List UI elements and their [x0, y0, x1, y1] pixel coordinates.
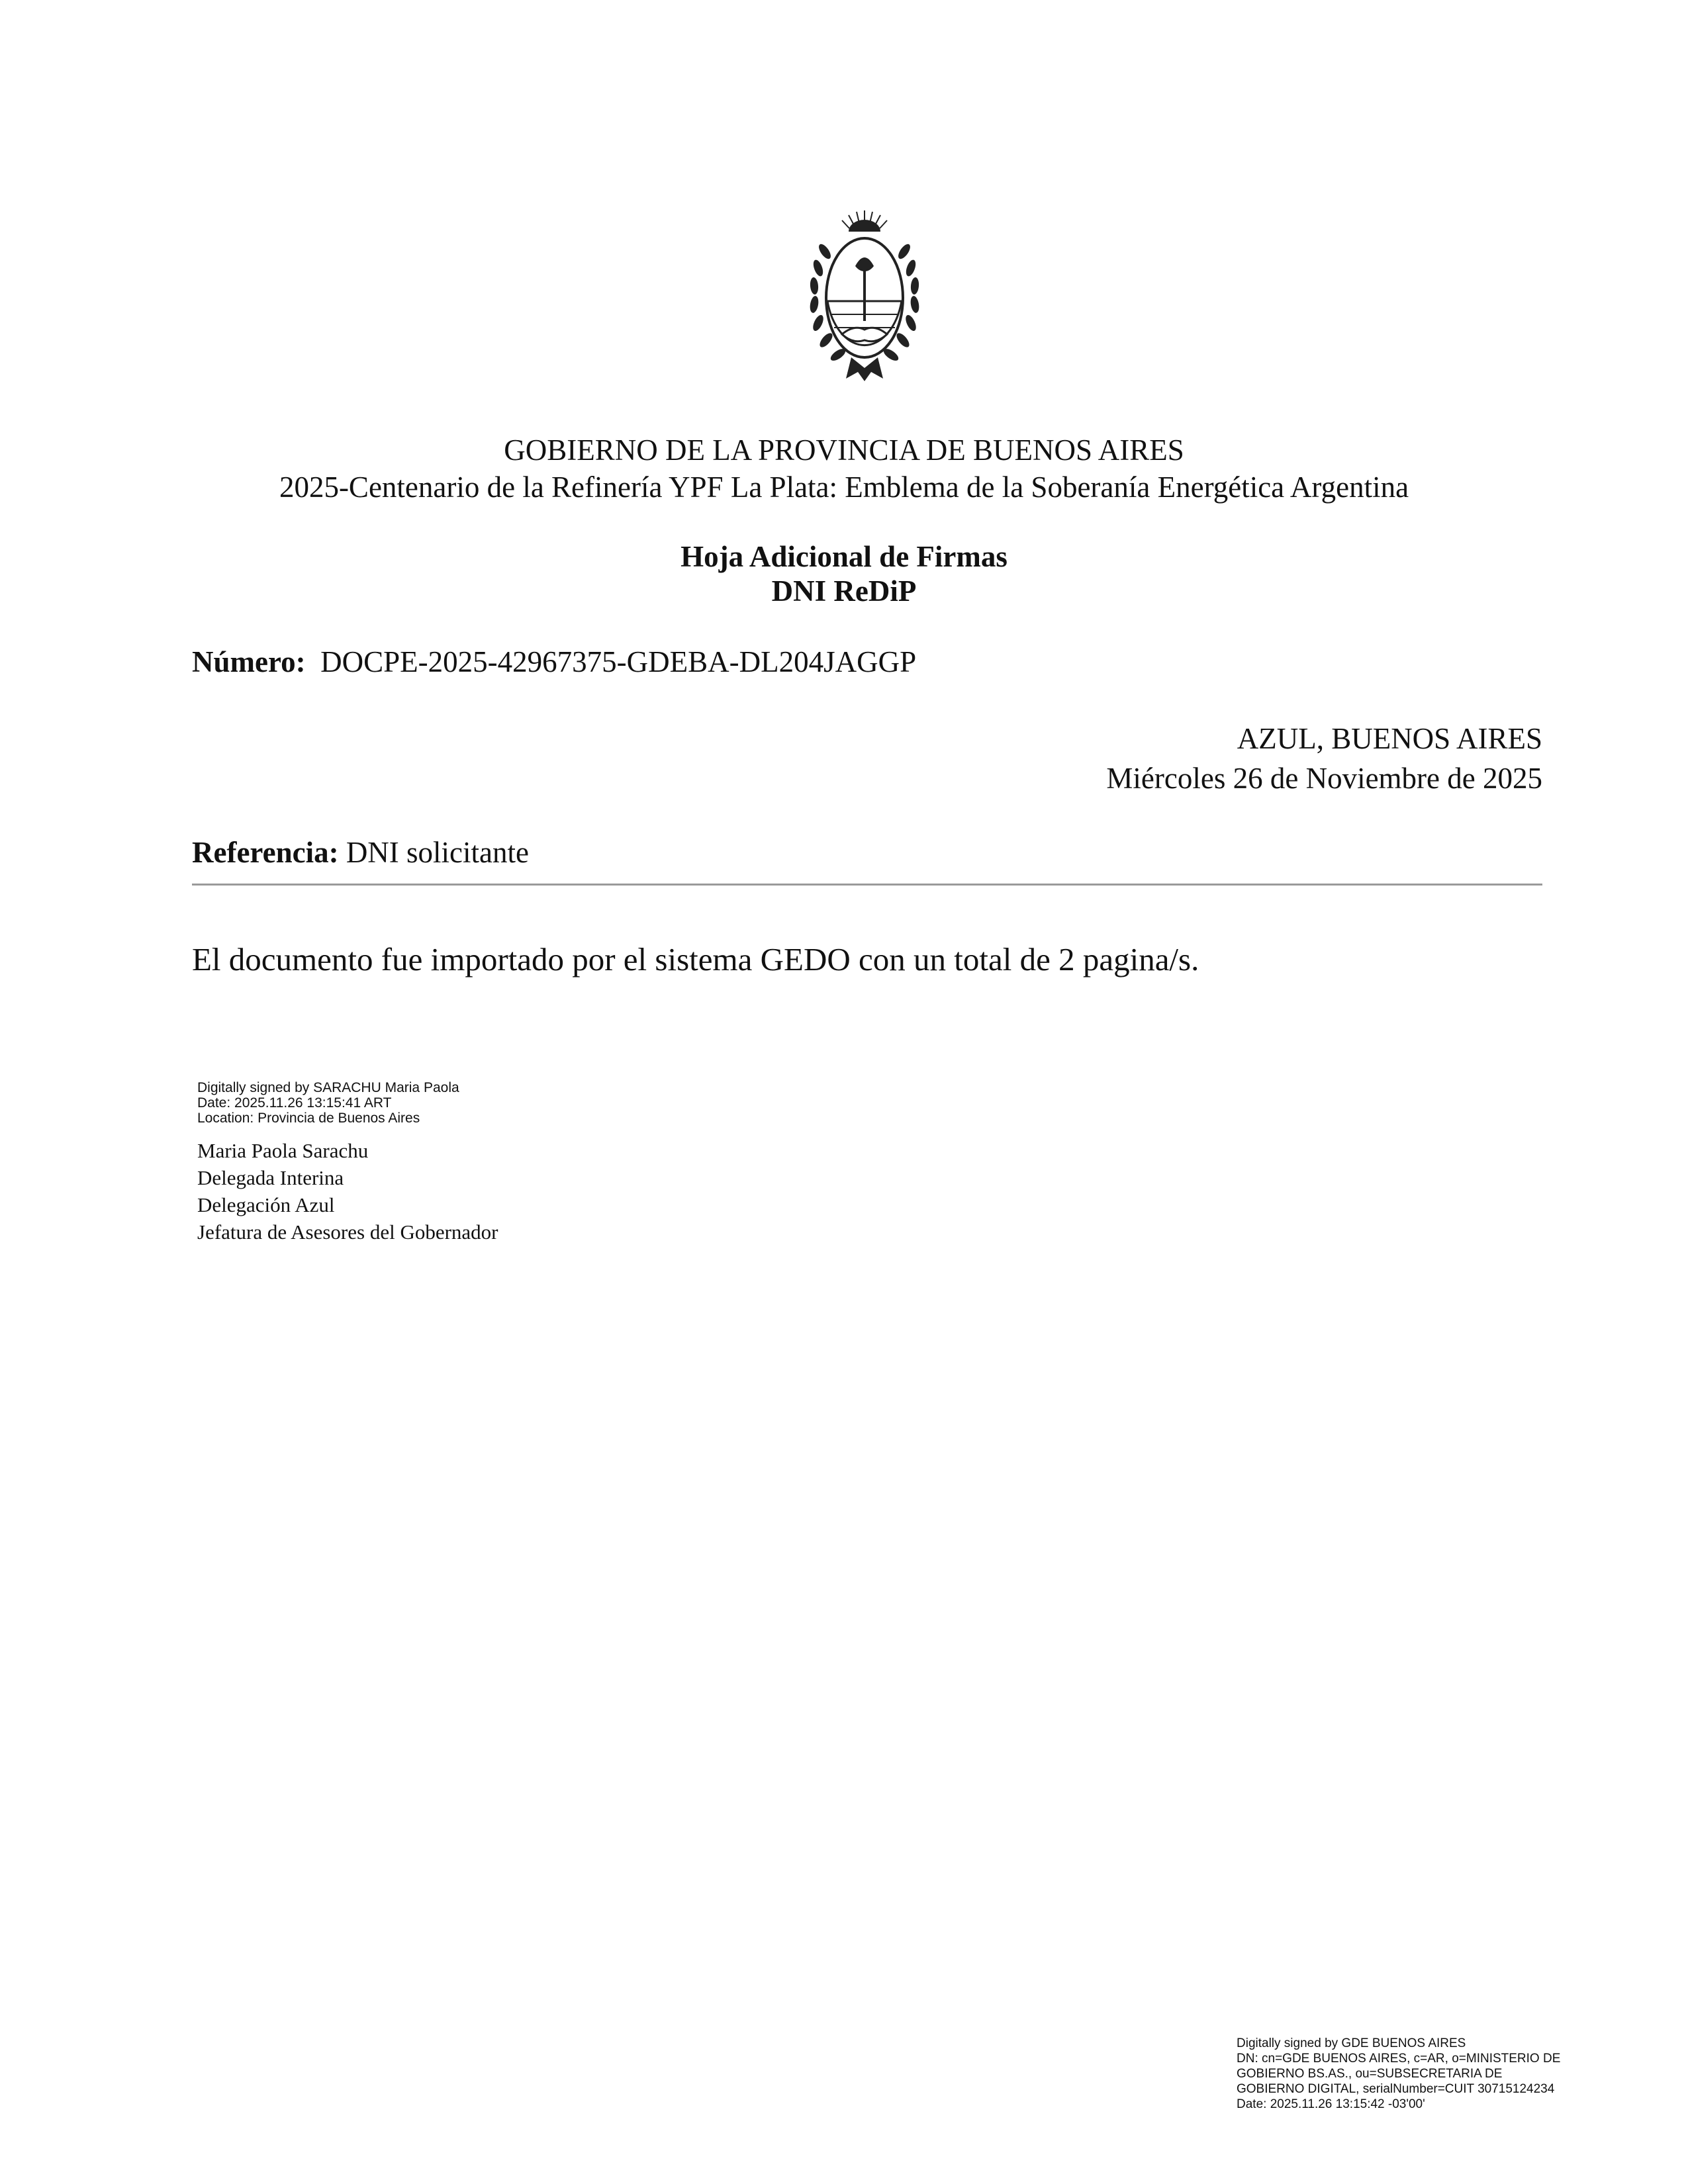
- government-title: GOBIERNO DE LA PROVINCIA DE BUENOS AIRES: [504, 433, 1184, 467]
- signer-role: Delegada Interina: [197, 1166, 344, 1189]
- document-reference: [192, 834, 529, 871]
- signature-meta-line: Date: 2025.11.26 13:15:41 ART: [197, 1095, 392, 1111]
- system-signature-line: Digitally signed by GDE BUENOS AIRES: [1237, 2036, 1466, 2050]
- signature-meta-line: Digitally signed by SARACHU Maria Paola: [197, 1080, 459, 1095]
- signer-name: Maria Paola Sarachu: [197, 1139, 369, 1162]
- system-signature-line: GOBIERNO DIGITAL, serialNumber=CUIT 30715124234: [1237, 2082, 1555, 2096]
- coat-of-arms-icon: [805, 205, 924, 384]
- system-signature-line: Date: 2025.11.26 13:15:42 -03'00': [1237, 2097, 1425, 2111]
- document-place: AZUL, BUENOS AIRES: [1237, 722, 1542, 755]
- referencia-label: Referencia:: [192, 836, 339, 869]
- government-motto: 2025-Centenario de la Refinería YPF La Plata: Emblema de la Soberanía Energética Argentina: [279, 471, 1409, 504]
- document-subtitle: DNI ReDiP: [771, 574, 917, 608]
- signer-department: Jefatura de Asesores del Gobernador: [197, 1220, 498, 1244]
- system-digital-signature: [1237, 2036, 1607, 2112]
- document-title: Hoja Adicional de Firmas: [680, 540, 1008, 573]
- document-number: [192, 643, 916, 680]
- signer-office: Delegación Azul: [197, 1193, 335, 1216]
- system-signature-line: GOBIERNO BS.AS., ou=SUBSECRETARIA DE: [1237, 2067, 1503, 2081]
- document-date: Miércoles 26 de Noviembre de 2025: [1106, 762, 1542, 795]
- referencia-value: DNI solicitante: [346, 836, 529, 869]
- numero-label: Número:: [192, 645, 306, 678]
- system-signature-line: DN: cn=GDE BUENOS AIRES, c=AR, o=MINISTERIO DE: [1237, 2052, 1561, 2066]
- signature-meta-line: Location: Provincia de Buenos Aires: [197, 1111, 420, 1126]
- signer-block: [197, 1137, 498, 1246]
- numero-value: DOCPE-2025-42967375-GDEBA-DL204JAGGP: [320, 645, 917, 678]
- digital-signature-meta: [197, 1080, 459, 1126]
- header-divider: [192, 884, 1542, 886]
- document-body: El documento fue importado por el sistema GEDO con un total de 2 pagina/s.: [192, 941, 1199, 978]
